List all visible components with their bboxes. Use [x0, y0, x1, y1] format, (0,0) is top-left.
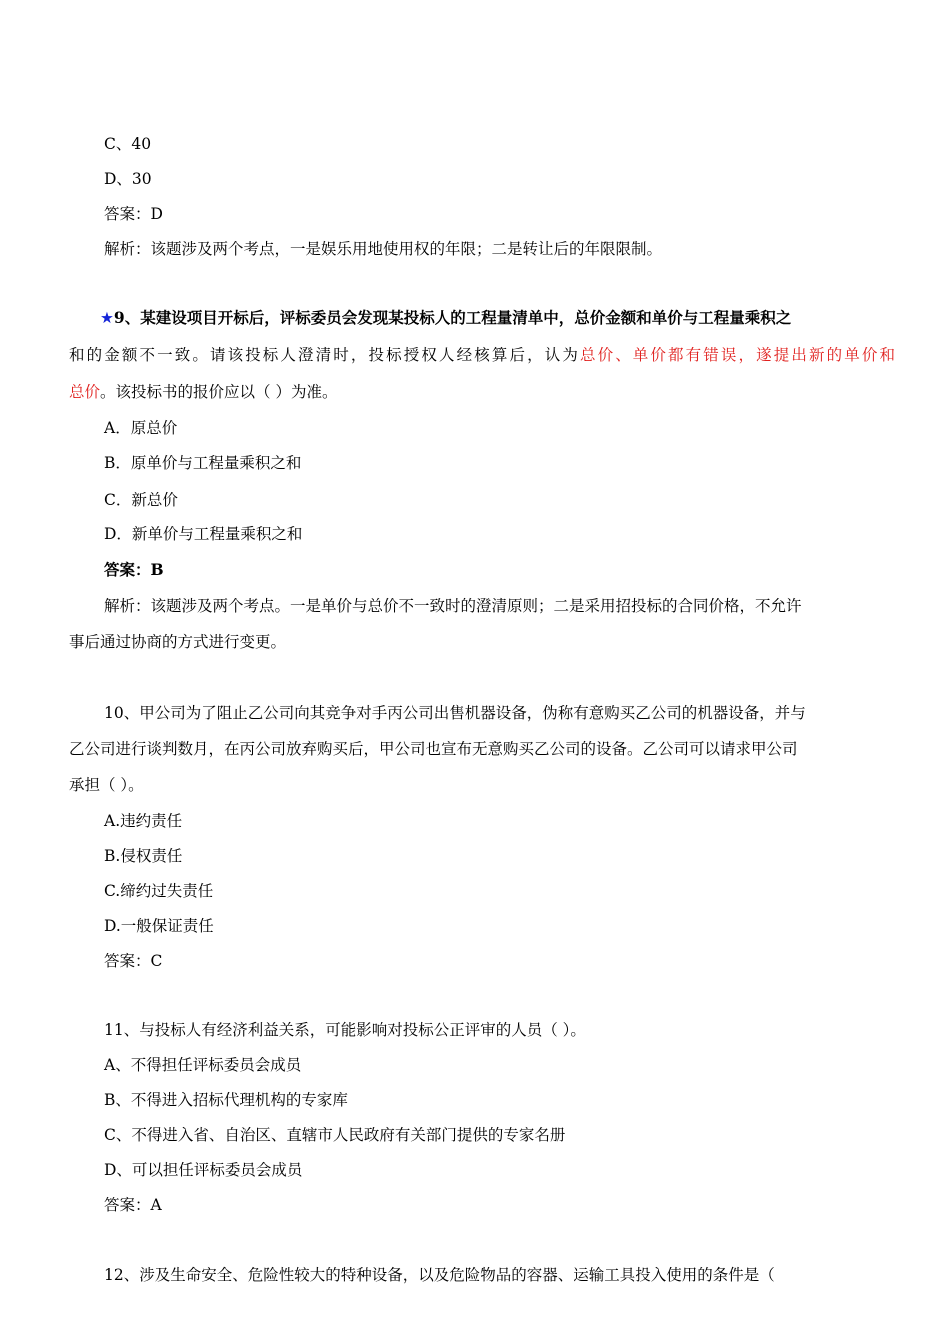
q9-number-text: 9、某建设项目开标后，评标委员会发现某投标人的工程量清单中，总价金额和单价与工程量乘积之	[113, 308, 792, 327]
q9-stem-line-1	[100, 308, 791, 328]
q9-option-d: D．新单价与工程量乘积之和	[104, 525, 303, 543]
q8-analysis: 解析：该题涉及两个考点，一是娱乐用地使用权的年限；二是转让后的年限限制。	[104, 240, 663, 258]
q9-analysis-line-2: 事后通过协商的方式进行变更。	[69, 633, 287, 651]
q11-option-a: A、不得担任评标委员会成员	[104, 1056, 302, 1074]
q11-option-d: D、可以担任评标委员会成员	[104, 1161, 303, 1179]
star-icon: ★	[100, 309, 114, 327]
q11-answer: 答案：A	[104, 1196, 162, 1214]
q11-option-b: B、不得进入招标代理机构的专家库	[104, 1091, 348, 1109]
q11-stem: 11、与投标人有经济利益关系，可能影响对投标公正评审的人员（ ）。	[104, 1021, 586, 1039]
q9-analysis-line-1: 解析：该题涉及两个考点。一是单价与总价不一致时的澄清原则；二是采用招投标的合同价格，不允许	[104, 597, 802, 615]
q8-answer: 答案：D	[104, 205, 163, 223]
q9-stem-line-2	[69, 345, 895, 365]
q9-option-a: A．原总价	[104, 419, 178, 437]
q9-highlight-text: 总价、单价都有错误，遂提出新的单价和	[579, 346, 895, 364]
q9-option-c: C．新总价	[104, 491, 178, 509]
q9-stem-text-2: 。该投标书的报价应以（ ）为准。	[100, 383, 338, 401]
q10-option-b: B.侵权责任	[104, 847, 183, 865]
q12-stem-line-1: 12、涉及生命安全、危险性较大的特种设备，以及危险物品的容器、运输工具投入使用的条件是（	[104, 1266, 775, 1284]
q10-stem-line-2: 乙公司进行谈判数月，在丙公司放弃购买后，甲公司也宣布无意购买乙公司的设备。乙公司可以请求甲公司	[69, 740, 798, 758]
q9-highlight-text-2: 总价	[69, 383, 101, 401]
q10-stem-line-1: 10、甲公司为了阻止乙公司向其竞争对手丙公司出售机器设备，伪称有意购买乙公司的机器设备，并与	[104, 704, 806, 722]
q8-option-c: C、40	[104, 135, 152, 153]
q10-stem-line-3: 承担（ ）。	[69, 776, 144, 794]
q10-option-c: C.缔约过失责任	[104, 882, 214, 900]
q10-option-d: D.一般保证责任	[104, 917, 214, 935]
q10-option-a: A.违约责任	[104, 812, 183, 830]
q11-option-c: C、不得进入省、自治区、直辖市人民政府有关部门提供的专家名册	[104, 1126, 566, 1144]
q9-answer: 答案：B	[104, 560, 164, 579]
q9-stem-line-3	[69, 382, 337, 402]
q9-stem-text: 和的金额不一致。请该投标人澄清时，投标授权人经核算后，认为	[69, 346, 580, 364]
q8-option-d: D、30	[104, 170, 152, 188]
q9-option-b: B．原单价与工程量乘积之和	[104, 454, 302, 472]
q10-answer: 答案：C	[104, 952, 163, 970]
